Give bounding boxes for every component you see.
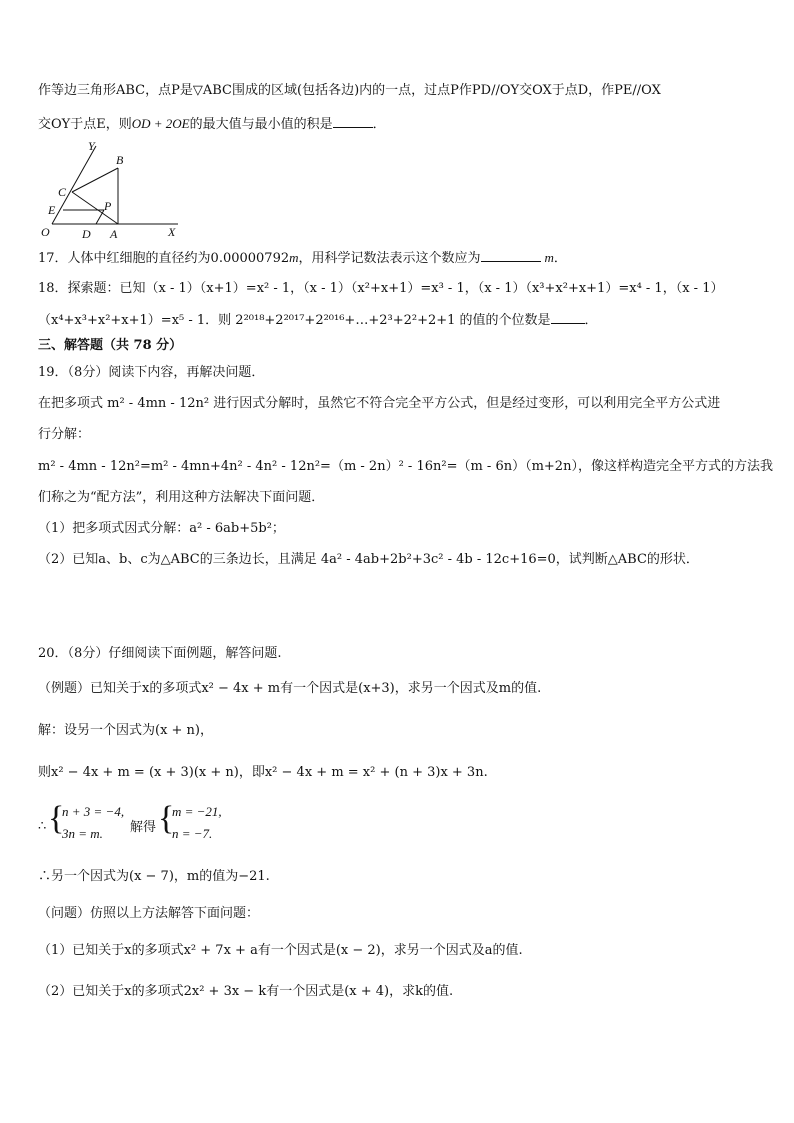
label-x: X bbox=[168, 225, 176, 239]
q20-part1: （1）已知关于x的多项式x² + 7x + a有一个因式是(x − 2)，求另一个因式及a的值. bbox=[38, 943, 523, 958]
solution-eq-2: n = −7. bbox=[172, 826, 213, 841]
label-c: C bbox=[58, 185, 67, 199]
equation-system bbox=[38, 796, 338, 846]
label-d: D bbox=[82, 227, 91, 240]
q16-line1: 作等边三角形ABC，点P是▽ABC围成的区域(包括各边)内的一点，过点P作PD//OY交OX于点D，作PE//OX bbox=[38, 83, 661, 98]
q20-head: 20．（8分）仔细阅读下面例题，解答问题. bbox=[38, 646, 282, 661]
answer-blank[interactable] bbox=[551, 323, 585, 324]
answer-blank[interactable] bbox=[481, 261, 541, 262]
therefore-symbol: ∴ bbox=[38, 818, 47, 833]
q19-p3: m² - 4mn - 12n²=m² - 4mn+4n² - 4n² - 12n²=（m - 2n）² - 16n²=（m - 6n）（m+2n），像这样构造完全平方式的方法我 bbox=[38, 459, 773, 474]
q19-p2: 行分解： bbox=[38, 427, 91, 442]
q18-line2: （x⁴+x³+x²+x+1）=x⁵ - 1．则 2²⁰¹⁸+2²⁰¹⁷+2²⁰¹⁶+…+2³+2²+2+1 的值的个位数是 ． bbox=[38, 313, 598, 328]
q17: 17．人体中红细胞的直径约为0.00000792m，用科学记数法表示这个数应为 m． bbox=[38, 250, 567, 266]
label-a: A bbox=[110, 227, 118, 240]
q20-solution-1: 解：设另一个因式为(x + n)， bbox=[38, 723, 214, 738]
answer-blank[interactable] bbox=[333, 127, 373, 128]
left-brace: { bbox=[48, 800, 65, 837]
system-eq-2: 3n = m. bbox=[62, 826, 103, 841]
q19-head: 19．（8分）阅读下内容，再解决问题． bbox=[38, 365, 265, 380]
q20-part2: （2）已知关于x的多项式2x² + 3x − k有一个因式是(x + 4)，求k的值. bbox=[38, 984, 454, 999]
solve-label: 解得 bbox=[130, 820, 157, 835]
segment-pd bbox=[96, 210, 104, 224]
right-brace: { bbox=[158, 800, 175, 837]
q19-sub1: （1）把多项式因式分解：a² - 6ab+5b²； bbox=[38, 521, 285, 536]
system-eq-1: n + 3 = −4, bbox=[62, 804, 125, 819]
q19-sub2: （2）已知a、b、c为△ABC的三条边长，且满足 4a² - 4ab+2b²+3c² - 4b - 12c+16=0，试判断△ABC的形状． bbox=[38, 552, 699, 567]
section-title: 三、解答题（共 78 分） bbox=[38, 338, 183, 353]
label-y: Y bbox=[88, 140, 95, 153]
label-o: O bbox=[41, 225, 50, 239]
q19-p4: 们称之为“配方法”，利用这种方法解决下面问题． bbox=[38, 490, 325, 505]
q19-p1: 在把多项式 m² - 4mn - 12n² 进行因式分解时，虽然它不符合完全平方公式，但是经过变形，可以利用完全平方公式进 bbox=[38, 396, 721, 411]
q20-conclusion: ∴另一个因式为(x − 7)，m的值为−21. bbox=[38, 869, 270, 884]
label-b: B bbox=[116, 153, 124, 167]
side-bc bbox=[72, 168, 118, 192]
q16-line2: 交OY于点E，则OD + 2OE的最大值与最小值的积是 ． bbox=[38, 116, 386, 132]
label-p: P bbox=[104, 199, 112, 213]
q18-line1: 18．探索题：已知（x - 1）（x+1）=x² - 1，（x - 1）（x²+x+1）=x³ - 1，（x - 1）（x³+x²+x+1）=x⁴ - 1，（x - 1） bbox=[38, 281, 724, 296]
geometry-figure bbox=[38, 140, 188, 240]
solution-eq-1: m = −21, bbox=[172, 804, 222, 819]
label-e: E bbox=[48, 203, 56, 217]
q20-example: （例题）已知关于x的多项式x² − 4x + m有一个因式是(x+3)，求另一个因式及m的值. bbox=[38, 681, 542, 696]
q20-solution-2: 则x² − 4x + m = (x + 3)(x + n)，即x² − 4x + m = x² + (n + 3)x + 3n. bbox=[38, 765, 488, 780]
q20-problem: （问题）仿照以上方法解答下面问题： bbox=[38, 906, 260, 921]
